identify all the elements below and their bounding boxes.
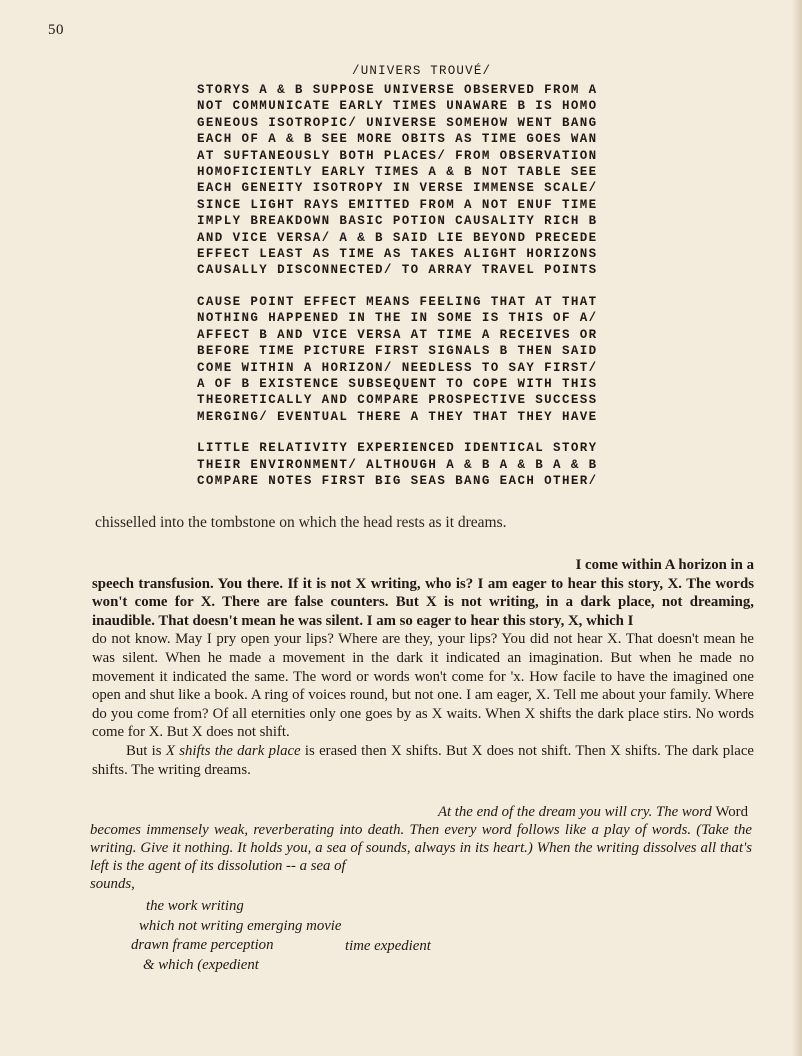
poem-line: THEORETICALLY AND COMPARE PROSPECTIVE SUCCESS (197, 393, 598, 408)
bold-paragraph (92, 556, 754, 630)
italic-first-line (90, 803, 752, 821)
poem-line: GENEOUS ISOTROPIC/ UNIVERSE SOMEHOW WENT BANG (197, 115, 598, 130)
poem-line: BEFORE TIME PICTURE FIRST SIGNALS B THEN SAID (197, 344, 598, 359)
italic-passage (90, 803, 752, 893)
poem-line: COME WITHIN A HORIZON/ NEEDLESS TO SAY FIRST/ (197, 360, 598, 375)
poem-fragment: which not writing emerging movie (139, 918, 342, 934)
prose-italic: X shifts the dark place (165, 742, 301, 759)
poem-line: NOT COMMUNICATE EARLY TIMES UNAWARE B IS HOMO (197, 99, 598, 114)
poem-line: CAUSALLY DISCONNECTED/ TO ARRAY TRAVEL POINTS (197, 263, 598, 278)
poem-line: STORYS A & B SUPPOSE UNIVERSE OBSERVED FROM A (197, 83, 598, 97)
poem-line: NOTHING HAPPENED IN THE IN SOME IS THIS OF A/ (197, 311, 598, 326)
poem-line: AFFECT B AND VICE VERSA AT TIME A RECEIVES OR (197, 327, 598, 342)
poem-fragment: the work writing (146, 898, 244, 914)
poem-line: HOMOFICIENTLY EARLY TIMES A & B NOT TABLE SEE (197, 165, 598, 180)
poem-line: COMPARE NOTES FIRST BIG SEAS BANG EACH OTHER/ (197, 473, 598, 488)
prose-body (92, 556, 754, 779)
concrete-poem (197, 82, 598, 504)
poem-line: A OF B EXISTENCE SUBSEQUENT TO COPE WITH THIS (197, 376, 598, 391)
poem-title: /UNIVERS TROUVÉ/ (352, 64, 492, 78)
prose-text: is erased then X shifts. But X does not shift. Then X shifts. The dark place shifts. The writing dreams. (92, 742, 754, 778)
poem-line: EFFECT LEAST AS TIME AS TAKES ALIGHT HORIZONS (197, 247, 598, 262)
poem-line: MERGING/ EVENTUAL THERE A THEY THAT THEY HAVE (197, 409, 598, 424)
poem-fragment: & which (expedient (143, 957, 259, 973)
page-number: 50 (48, 22, 64, 38)
poem-line: EACH GENEITY ISOTROPY IN VERSE IMMENSE SCALE/ (197, 181, 598, 196)
poem-line: CAUSE POINT EFFECT MEANS FEELING THAT AT THAT (197, 294, 598, 309)
bold-lead-first: I come within A horizon in a (575, 557, 754, 573)
italic-text: sounds, (90, 876, 135, 892)
prose-text: But is (126, 742, 166, 759)
poem-stanza (197, 294, 598, 425)
poem-line: LITTLE RELATIVITY EXPERIENCED IDENTICAL STORY (197, 441, 598, 456)
prose-paragraph: do not know. May I pry open your lips? Where are they, your lips? You did not hear X. That doesn't mean he was silent. When he made a movement in the dark it indicated an imagination. But when he made no movement it indicated the same. The word or words won't come for 'x. How facile to have the imagined one open and shut like a book. A ring of voices round, but not one. I am eager, X. Tell me about your family. Where do you come from? Of all eternities only one goes by as X waits. When X shifts the dark place stirs. No words come for X. But X does not shift. (92, 631, 754, 741)
poem-line: AND VICE VERSA/ A & B SAID LIE BEYOND PRECEDE (197, 230, 598, 245)
page-edge (792, 0, 802, 1056)
poem-fragment: drawn frame perception (131, 937, 274, 953)
poem-stanza (197, 440, 598, 489)
italic-text: becomes immensely weak, reverberating into death. Then every word follows like a play of words. (Take the writing. Give it nothing. It holds you, a sea of sounds, always in its heart.) When the writing dissolves all that's left is the agent of its dissolution -- a sea of (90, 822, 752, 874)
poem-line: EACH OF A & B SEE MORE OBITS AS TIME GOES WAN (197, 132, 598, 147)
poem-fragment: time expedient (345, 938, 431, 954)
italic-text: At the end of the dream you will cry. The word (437, 804, 716, 820)
poem-line: THEIR ENVIRONMENT/ ALTHOUGH A & B A & B A & B (197, 457, 598, 472)
poem-line: IMPLY BREAKDOWN BASIC POTION CAUSALITY RICH B (197, 214, 598, 229)
poem-stanza (197, 82, 598, 279)
poem-line: SINCE LIGHT RAYS EMITTED FROM A NOT ENUF TIME (197, 197, 598, 212)
poem-line: AT SUFTANEOUSLY BOTH PLACES/ FROM OBSERVATION (197, 148, 598, 163)
bold-lead-rest: speech transfusion. You there. If it is not X writing, who is? I am eager to hear this story, X. The words won't come for X. There are false counters. But X is not writing, in a dark place, not dreaming, inaudible. That doesn't mean he was silent. I am so eager to hear this story, X, which I (92, 575, 754, 629)
caption-line: chisselled into the tombstone on which the head rests as it dreams. (95, 514, 507, 531)
prose-paragraph (92, 742, 754, 779)
roman-word: Word (715, 804, 748, 820)
